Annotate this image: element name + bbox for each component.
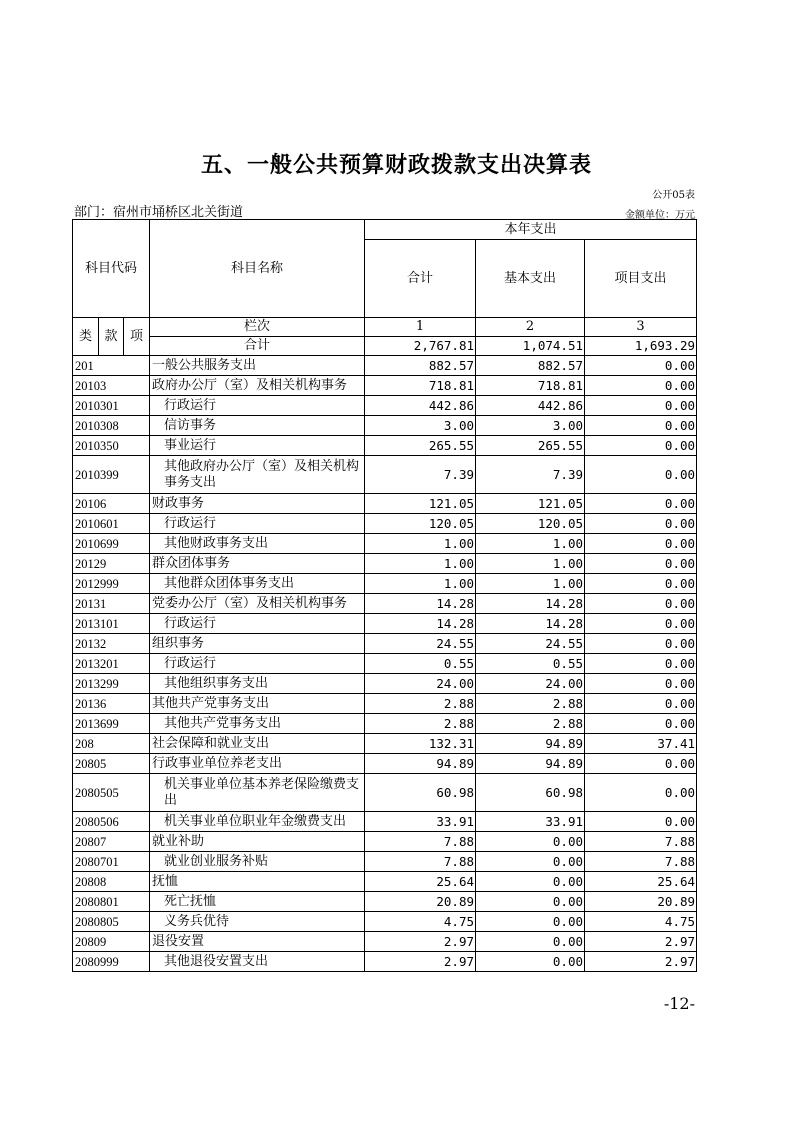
table-row	[73, 594, 697, 614]
row-basic: 0.00	[476, 932, 585, 952]
row-basic: 0.00	[476, 952, 585, 972]
row-total: 94.89	[365, 754, 476, 774]
table-row	[73, 872, 697, 892]
row-total: 7.88	[365, 832, 476, 852]
table-row	[73, 832, 697, 852]
row-name: 社会保障和就业支出	[150, 734, 365, 754]
header-project: 项目支出	[585, 240, 697, 318]
row-total: 718.81	[365, 376, 476, 396]
row-total: 2.97	[365, 952, 476, 972]
row-code: 2010601	[73, 514, 150, 534]
row-code: 2013101	[73, 614, 150, 634]
unit-label: 金额单位：万元	[625, 210, 695, 221]
table-row	[73, 534, 697, 554]
row-code: 2080801	[73, 892, 150, 912]
row-total: 7.88	[365, 852, 476, 872]
row-code: 208	[73, 734, 150, 754]
row-code: 2080805	[73, 912, 150, 932]
table-row	[73, 674, 697, 694]
row-project: 0.00	[585, 654, 697, 674]
row-name: 行政运行	[150, 614, 365, 634]
total-amount: 2,767.81	[365, 337, 476, 356]
header-total: 合计	[365, 240, 476, 318]
row-basic: 120.05	[476, 514, 585, 534]
row-project: 7.88	[585, 852, 697, 872]
row-code: 2013201	[73, 654, 150, 674]
header-kuan: 款	[99, 318, 124, 356]
row-basic: 1.00	[476, 534, 585, 554]
header-current-year: 本年支出	[365, 220, 697, 240]
row-project: 0.00	[585, 416, 697, 436]
table-row	[73, 376, 697, 396]
row-project: 0.00	[585, 436, 697, 456]
row-name: 机关事业单位职业年金缴费支出	[150, 812, 365, 832]
row-name: 义务兵优待	[150, 912, 365, 932]
row-basic: 3.00	[476, 416, 585, 436]
col-index-1: 1	[365, 318, 476, 337]
total-label: 合计	[150, 337, 365, 356]
row-name: 抚恤	[150, 872, 365, 892]
row-total: 60.98	[365, 774, 476, 812]
row-name: 就业创业服务补贴	[150, 852, 365, 872]
row-name: 其他政府办公厅（室）及相关机构事务支出	[150, 456, 365, 494]
form-code: 公开05表	[652, 190, 695, 201]
row-code: 20132	[73, 634, 150, 654]
row-project: 2.97	[585, 952, 697, 972]
row-basic: 0.55	[476, 654, 585, 674]
table-row	[73, 812, 697, 832]
row-code: 2010350	[73, 436, 150, 456]
row-name: 行政运行	[150, 396, 365, 416]
row-total: 14.28	[365, 594, 476, 614]
row-project: 7.88	[585, 832, 697, 852]
row-total: 24.55	[365, 634, 476, 654]
row-total: 4.75	[365, 912, 476, 932]
row-basic: 14.28	[476, 594, 585, 614]
row-code: 2013699	[73, 714, 150, 734]
row-total: 882.57	[365, 356, 476, 376]
row-name: 信访事务	[150, 416, 365, 436]
table-row	[73, 494, 697, 514]
col-index-2: 2	[476, 318, 585, 337]
table-row	[73, 912, 697, 932]
row-code: 2010699	[73, 534, 150, 554]
table-row	[73, 714, 697, 734]
table-row	[73, 654, 697, 674]
row-name: 其他财政事务支出	[150, 534, 365, 554]
row-total: 442.86	[365, 396, 476, 416]
row-code: 2010301	[73, 396, 150, 416]
row-basic: 882.57	[476, 356, 585, 376]
table-row	[73, 952, 697, 972]
row-name: 群众团体事务	[150, 554, 365, 574]
row-basic: 265.55	[476, 436, 585, 456]
row-project: 0.00	[585, 456, 697, 494]
row-code: 2080506	[73, 812, 150, 832]
row-basic: 2.88	[476, 714, 585, 734]
header-lei: 类	[73, 318, 99, 356]
row-basic: 24.00	[476, 674, 585, 694]
row-name: 其他退役安置支出	[150, 952, 365, 972]
table-row	[73, 754, 697, 774]
row-total: 265.55	[365, 436, 476, 456]
row-code: 2012999	[73, 574, 150, 594]
row-project: 0.00	[585, 694, 697, 714]
table-row	[73, 614, 697, 634]
row-total: 2.88	[365, 714, 476, 734]
row-project: 0.00	[585, 674, 697, 694]
page-title: 五、一般公共预算财政拨款支出决算表	[200, 152, 592, 178]
table-row	[73, 774, 697, 812]
table-row	[73, 356, 697, 376]
row-name: 组织事务	[150, 634, 365, 654]
row-code: 2013299	[73, 674, 150, 694]
row-project: 25.64	[585, 872, 697, 892]
total-basic: 1,074.51	[476, 337, 585, 356]
row-name: 退役安置	[150, 932, 365, 952]
row-basic: 1.00	[476, 554, 585, 574]
row-name: 行政运行	[150, 654, 365, 674]
row-code: 20131	[73, 594, 150, 614]
lanci-row	[73, 318, 697, 337]
row-total: 120.05	[365, 514, 476, 534]
row-project: 0.00	[585, 774, 697, 812]
total-project: 1,693.29	[585, 337, 697, 356]
row-name: 一般公共服务支出	[150, 356, 365, 376]
row-name: 其他共产党事务支出	[150, 714, 365, 734]
row-project: 0.00	[585, 534, 697, 554]
row-project: 0.00	[585, 376, 697, 396]
row-code: 20805	[73, 754, 150, 774]
row-total: 24.00	[365, 674, 476, 694]
row-name: 行政运行	[150, 514, 365, 534]
row-basic: 0.00	[476, 892, 585, 912]
row-name: 其他共产党事务支出	[150, 694, 365, 714]
row-project: 0.00	[585, 614, 697, 634]
row-code: 20807	[73, 832, 150, 852]
table-row	[73, 852, 697, 872]
row-name: 就业补助	[150, 832, 365, 852]
row-code: 2080701	[73, 852, 150, 872]
row-code: 201	[73, 356, 150, 376]
header-name: 科目名称	[150, 220, 365, 318]
row-project: 20.89	[585, 892, 697, 912]
row-basic: 718.81	[476, 376, 585, 396]
header-code: 科目代码	[73, 220, 150, 318]
row-basic: 0.00	[476, 852, 585, 872]
row-total: 2.97	[365, 932, 476, 952]
row-basic: 121.05	[476, 494, 585, 514]
row-code: 2010308	[73, 416, 150, 436]
row-project: 0.00	[585, 574, 697, 594]
table-row	[73, 694, 697, 714]
row-project: 0.00	[585, 494, 697, 514]
row-code: 20136	[73, 694, 150, 714]
header-basic: 基本支出	[476, 240, 585, 318]
table-row	[73, 634, 697, 654]
row-code: 20809	[73, 932, 150, 952]
row-basic: 1.00	[476, 574, 585, 594]
row-basic: 0.00	[476, 832, 585, 852]
row-basic: 33.91	[476, 812, 585, 832]
row-project: 0.00	[585, 554, 697, 574]
row-total: 1.00	[365, 554, 476, 574]
row-code: 20103	[73, 376, 150, 396]
row-total: 2.88	[365, 694, 476, 714]
row-code: 2010399	[73, 456, 150, 494]
row-project: 0.00	[585, 396, 697, 416]
row-code: 2080505	[73, 774, 150, 812]
row-project: 0.00	[585, 356, 697, 376]
row-basic: 24.55	[476, 634, 585, 654]
row-project: 0.00	[585, 594, 697, 614]
table-row	[73, 574, 697, 594]
row-name: 其他群众团体事务支出	[150, 574, 365, 594]
row-total: 33.91	[365, 812, 476, 832]
row-project: 0.00	[585, 754, 697, 774]
lanci-label: 栏次	[150, 318, 365, 337]
row-name: 党委办公厅（室）及相关机构事务	[150, 594, 365, 614]
row-total: 14.28	[365, 614, 476, 634]
row-code: 2080999	[73, 952, 150, 972]
table-row	[73, 514, 697, 534]
row-basic: 442.86	[476, 396, 585, 416]
table-row	[73, 892, 697, 912]
row-project: 0.00	[585, 714, 697, 734]
table-row	[73, 734, 697, 754]
row-total: 25.64	[365, 872, 476, 892]
department-label: 部门：宿州市埇桥区北关街道	[74, 205, 244, 220]
row-project: 0.00	[585, 514, 697, 534]
row-project: 2.97	[585, 932, 697, 952]
page-number: -12-	[663, 994, 695, 1013]
row-name: 其他组织事务支出	[150, 674, 365, 694]
total-row	[73, 337, 697, 356]
row-total: 7.39	[365, 456, 476, 494]
row-name: 事业运行	[150, 436, 365, 456]
table-row	[73, 416, 697, 436]
row-code: 20106	[73, 494, 150, 514]
row-name: 政府办公厅（室）及相关机构事务	[150, 376, 365, 396]
row-basic: 0.00	[476, 912, 585, 932]
row-total: 1.00	[365, 534, 476, 554]
table-row	[73, 554, 697, 574]
budget-table	[72, 219, 697, 972]
row-basic: 0.00	[476, 872, 585, 892]
table-row	[73, 436, 697, 456]
row-basic: 2.88	[476, 694, 585, 714]
row-project: 4.75	[585, 912, 697, 932]
row-total: 0.55	[365, 654, 476, 674]
row-name: 机关事业单位基本养老保险缴费支出	[150, 774, 365, 812]
row-total: 1.00	[365, 574, 476, 594]
row-total: 121.05	[365, 494, 476, 514]
row-code: 20129	[73, 554, 150, 574]
table-row	[73, 396, 697, 416]
row-project: 0.00	[585, 634, 697, 654]
row-total: 3.00	[365, 416, 476, 436]
col-index-3: 3	[585, 318, 697, 337]
row-total: 20.89	[365, 892, 476, 912]
row-name: 行政事业单位养老支出	[150, 754, 365, 774]
table-row	[73, 456, 697, 494]
row-basic: 60.98	[476, 774, 585, 812]
row-name: 死亡抚恤	[150, 892, 365, 912]
header-row-1	[73, 220, 697, 240]
header-xiang: 项	[124, 318, 150, 356]
table-row	[73, 932, 697, 952]
row-project: 0.00	[585, 812, 697, 832]
row-basic: 94.89	[476, 734, 585, 754]
row-basic: 94.89	[476, 754, 585, 774]
row-basic: 7.39	[476, 456, 585, 494]
row-name: 财政事务	[150, 494, 365, 514]
row-project: 37.41	[585, 734, 697, 754]
row-total: 132.31	[365, 734, 476, 754]
row-code: 20808	[73, 872, 150, 892]
row-basic: 14.28	[476, 614, 585, 634]
